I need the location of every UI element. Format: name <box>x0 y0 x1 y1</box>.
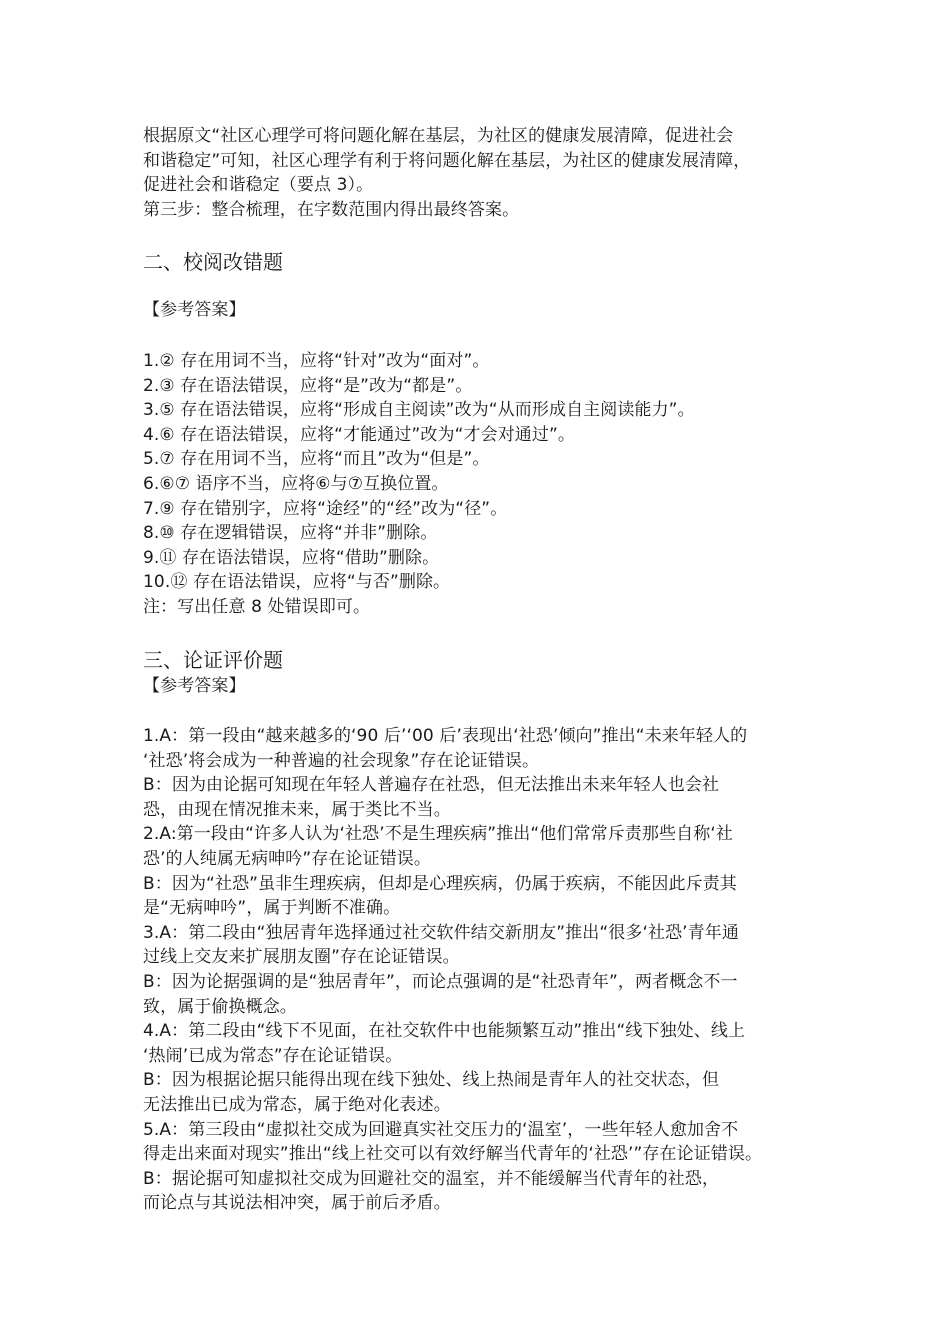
list-item: 3.⑤ 存在语法错误，应将“形成自主阅读”改为“从而形成自主阅读能力”。 <box>143 400 695 421</box>
document-page <box>143 124 823 1216</box>
body-line: B：因为“社恐”虽非生理疾病，但却是心理疾病，仍属于疾病，不能因此斥责其 <box>143 873 737 894</box>
list-item: 2.③ 存在语法错误，应将“是”改为“都是”。 <box>143 375 473 396</box>
body-line: 5.A：第三段由“虚拟社交成为回避真实社交压力的‘温室’，一些年轻人愈加舍不 <box>143 1119 739 1140</box>
answer-list <box>143 349 823 620</box>
list-item: 5.⑦ 存在用词不当，应将“而且”改为“但是”。 <box>143 449 490 470</box>
body-line: ‘社恐’将会成为一种普遍的社会现象”存在论证错误。 <box>143 750 540 771</box>
list-item: 6.⑥⑦ 语序不当，应将⑥与⑦互换位置。 <box>143 473 449 494</box>
intro-paragraph <box>143 124 823 222</box>
body-line: 恐，由现在情况推未来，属于类比不当。 <box>143 799 451 820</box>
body-line: 是“无病呻吟”，属于判断不准确。 <box>143 898 401 919</box>
answer-label: 【参考答案】 <box>143 675 246 696</box>
section-title: 三、论证评价题 <box>143 647 283 672</box>
body-line: B：因为由论据可知现在年轻人普遍存在社恐，但无法推出未来年轻人也会社 <box>143 775 720 796</box>
list-item: 4.⑥ 存在语法错误，应将“才能通过”改为“才会对通过”。 <box>143 424 575 445</box>
body-line: B：据论据可知虚拟社交成为回避社交的温室，并不能缓解当代青年的社恐， <box>143 1168 720 1189</box>
body-line: 1.A：第一段由“越来越多的‘90 后’‘00 后’表现出‘社恐’倾向”推出“未来年轻人的 <box>143 726 748 747</box>
list-item: 1.② 存在用词不当，应将“针对”改为“面对”。 <box>143 350 490 371</box>
section-title: 二、校阅改错题 <box>143 250 283 275</box>
intro-line: 根据原文“社区心理学可将问题化解在基层，为社区的健康发展清障，促进社会 <box>143 126 734 146</box>
body-line: 而论点与其说法相冲突，属于前后矛盾。 <box>143 1193 451 1214</box>
body-line: 恐’的人纯属无病呻吟”存在论证错误。 <box>143 849 432 870</box>
list-item: 9.⑪ 存在语法错误，应将“借助”删除。 <box>143 547 440 568</box>
answer-body <box>143 724 823 1216</box>
list-item: 7.⑨ 存在错别字，应将“途经”的“经”改为“径”。 <box>143 498 508 519</box>
section-argument-evaluation <box>143 646 823 1216</box>
body-line: 3.A：第二段由“独居青年选择通过社交软件结交新朋友”推出“很多‘社恐’青年通 <box>143 922 739 943</box>
list-item: 8.⑩ 存在逻辑错误，应将“并非”删除。 <box>143 523 438 544</box>
body-line: 致，属于偷换概念。 <box>143 996 297 1017</box>
body-line: ‘热闹’已成为常态”存在论证错误。 <box>143 1045 403 1066</box>
body-line: 得走出来面对现实”推出“线上社交可以有效纾解当代青年的‘社恐’”存在论证错误。 <box>143 1144 763 1165</box>
intro-line: 和谐稳定”可知，社区心理学有利于将问题化解在基层，为社区的健康发展清障， <box>143 150 751 171</box>
body-line: 过线上交友来扩展朋友圈”存在论证错误。 <box>143 947 460 968</box>
list-item: 10.⑫ 存在语法错误，应将“与否”删除。 <box>143 572 451 593</box>
body-line: 无法推出已成为常态，属于绝对化表述。 <box>143 1095 451 1115</box>
body-line: B：因为论据强调的是“独居青年”，而论点强调的是“社恐青年”，两者概念不一 <box>143 972 738 993</box>
body-line: 2.A:第一段由“许多人认为‘社恐’不是生理疾病”推出“他们常常斥责那些自称‘社 <box>143 824 733 845</box>
section-proofreading <box>143 248 823 619</box>
intro-line: 促进社会和谐稳定（要点 3）。 <box>143 175 374 196</box>
note-text: 注：写出任意 8 处错误即可。 <box>143 596 371 617</box>
body-line: 4.A：第二段由“线下不见面，在社交软件中也能频繁互动”推出“线下独处、线上 <box>143 1021 746 1042</box>
intro-line: 第三步：整合梳理，在字数范围内得出最终答案。 <box>143 199 520 220</box>
body-line: B：因为根据论据只能得出现在线下独处、线上热闹是青年人的社交状态，但 <box>143 1070 720 1091</box>
answer-label: 【参考答案】 <box>143 300 246 321</box>
